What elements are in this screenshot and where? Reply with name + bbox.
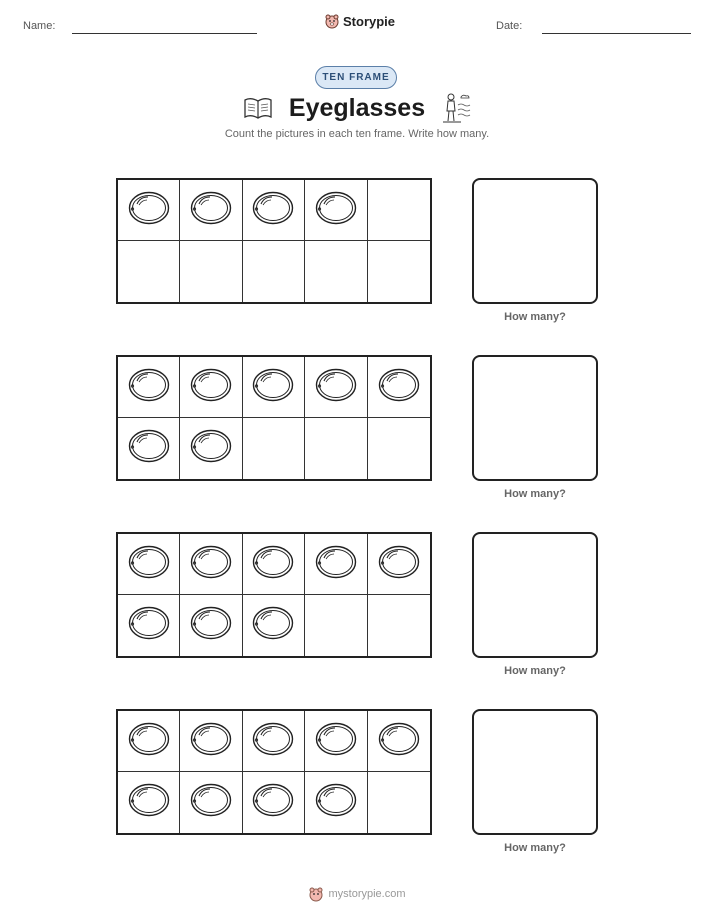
how-many-label: How many? [504,311,566,323]
eyeglass-lens-icon [378,367,420,408]
how-many-label: How many? [504,665,566,677]
eyeglass-lens-icon [315,782,357,823]
ten-frame-cell [118,534,180,595]
ten-frame-cell [118,711,180,772]
ten-frame-cell [180,418,242,479]
eyeglass-lens-icon [252,782,294,823]
ten-frame [116,355,432,481]
ten-frame-cell [180,241,242,302]
eyeglass-lens-icon [190,428,232,469]
eyeglass-lens-icon [252,367,294,408]
ten-frame-cell [118,357,180,418]
ten-frame-cell [305,418,367,479]
eyeglass-lens-icon [252,721,294,762]
ten-frame-cell [243,418,305,479]
eyeglass-lens-icon [190,544,232,585]
worksheet-type-badge: TEN FRAME [315,66,397,89]
ten-frame-cell [305,772,367,833]
eyeglass-lens-icon [315,367,357,408]
eyeglass-lens-icon [252,190,294,231]
date-line[interactable] [542,33,691,34]
name-line[interactable] [72,33,257,34]
instructions: Count the pictures in each ten frame. Write how many. [224,128,490,140]
storypie-mascot-icon [324,13,340,29]
ten-frame-cell [305,241,367,302]
eyeglass-lens-icon [190,605,232,646]
ten-frame-cell [243,357,305,418]
ten-frame-cell [118,595,180,656]
brand-name: Storypie [343,13,396,29]
storypie-mascot-icon [308,886,324,902]
open-book-icon [243,95,273,121]
date-label: Date: [496,20,523,32]
answer-box[interactable] [472,178,598,304]
ten-frame-cell [368,357,430,418]
ten-frame-cell [180,357,242,418]
ten-frame-cell [305,711,367,772]
ten-frame-cell [368,534,430,595]
ten-frame-cell [243,534,305,595]
eyeglass-lens-icon [190,721,232,762]
ten-frame-cell [180,180,242,241]
ten-frame-cell [180,772,242,833]
title-row [0,91,714,125]
footer-url: mystorypie.com [328,888,406,900]
eyeglass-lens-icon [128,367,170,408]
ten-frame-cell [305,357,367,418]
ten-frame [116,709,432,835]
ten-frame-cell [243,241,305,302]
eyeglass-lens-icon [128,190,170,231]
eyeglass-lens-icon [315,190,357,231]
ten-frame-cell [368,180,430,241]
ten-frame-cell [118,241,180,302]
name-label: Name: [23,20,56,32]
eyeglass-lens-icon [190,190,232,231]
ten-frame-cell [243,595,305,656]
eyeglass-lens-icon [128,428,170,469]
eyeglass-lens-icon [190,782,232,823]
eyeglass-lens-icon [128,544,170,585]
ten-frame-cell [118,772,180,833]
how-many-label: How many? [504,488,566,500]
eyeglass-lens-icon [190,367,232,408]
ten-frame-cell [243,711,305,772]
ten-frame-cell [368,241,430,302]
ten-frame-cell [118,180,180,241]
ten-frame-cell [180,534,242,595]
eyeglass-lens-icon [315,544,357,585]
ten-frame-cell [305,180,367,241]
ten-frame-cell [368,595,430,656]
brand-logo [324,13,395,29]
ten-frame-cell [305,534,367,595]
ten-frame-cell [118,418,180,479]
ten-frame-cell [243,180,305,241]
eyeglass-lens-icon [252,605,294,646]
eyeglass-lens-icon [128,782,170,823]
eyeglass-lens-icon [128,605,170,646]
ten-frame-cell [368,418,430,479]
answer-box[interactable] [472,355,598,481]
answer-box[interactable] [472,532,598,658]
ten-frame [116,532,432,658]
ten-frame-cell [180,595,242,656]
answer-box[interactable] [472,709,598,835]
page-title: Eyeglasses [288,93,426,122]
ten-frame-cell [305,595,367,656]
eyeglass-lens-icon [315,721,357,762]
eyeglass-lens-icon [378,721,420,762]
eyeglass-lens-icon [128,721,170,762]
person-at-sea-icon [441,91,471,125]
ten-frame-cell [368,711,430,772]
ten-frame-cell [243,772,305,833]
how-many-label: How many? [504,842,566,854]
ten-frame [116,178,432,304]
ten-frame-cell [180,711,242,772]
eyeglass-lens-icon [252,544,294,585]
eyeglass-lens-icon [378,544,420,585]
footer [0,886,714,902]
ten-frame-cell [368,772,430,833]
